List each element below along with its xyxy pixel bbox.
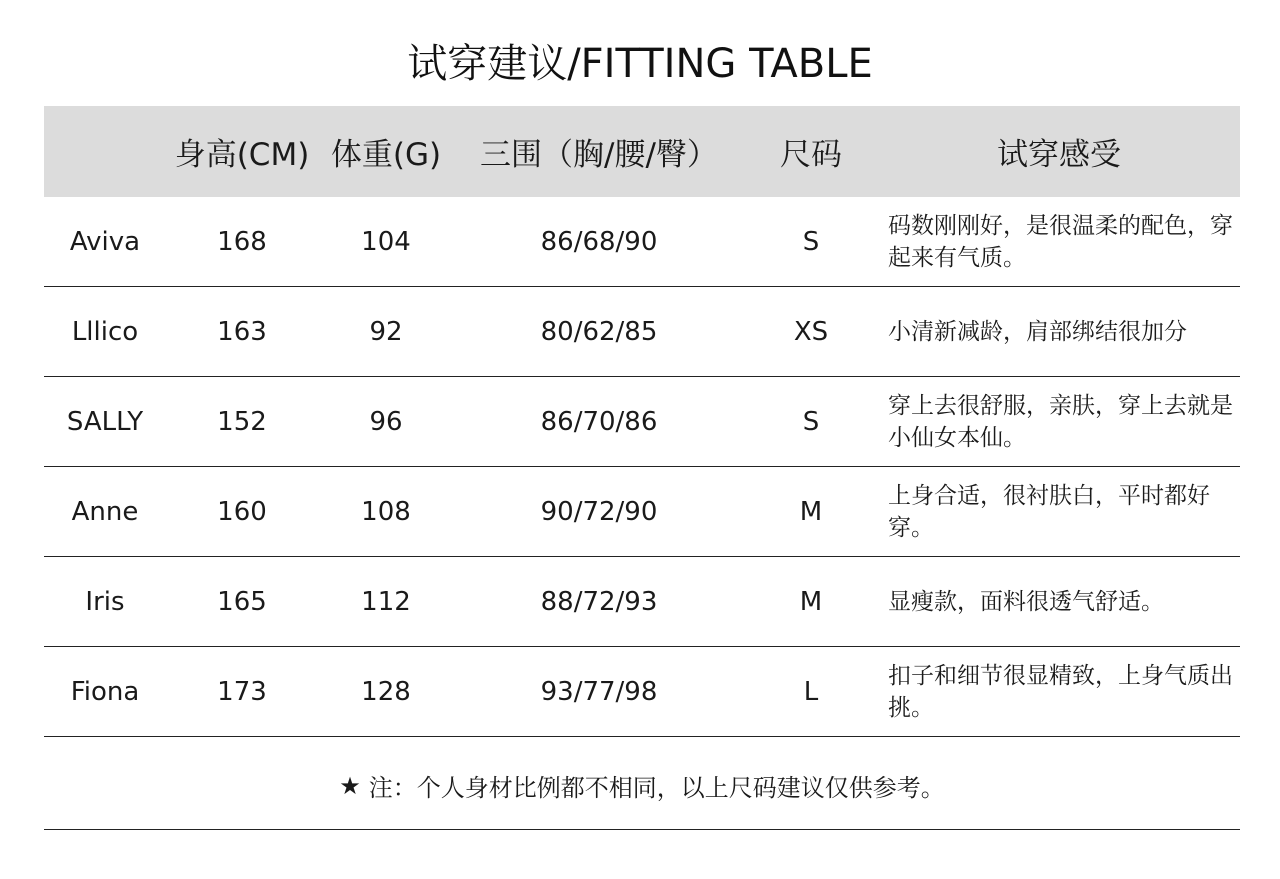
table-row xyxy=(44,287,1240,377)
cell-feel: 穿上去很舒服，亲肤，穿上去就是小仙女本仙。 xyxy=(888,392,1233,451)
table-row xyxy=(44,377,1240,467)
footer-note-text: 注：个人身材比例都不相同，以上尺码建议仅供参考。 xyxy=(368,774,945,802)
cell-weight: 104 xyxy=(361,226,411,257)
cell-size: S xyxy=(802,406,820,437)
cell-feel: 显瘦款，面料很透气舒适。 xyxy=(888,588,1164,615)
cell-height: 173 xyxy=(217,676,267,707)
cell-feel: 上身合适，很衬肤白，平时都好穿。 xyxy=(888,482,1210,541)
header-height: 身高(CM) xyxy=(174,137,310,173)
fitting-table xyxy=(44,106,1240,737)
cell-size: M xyxy=(799,496,823,527)
cell-height: 165 xyxy=(217,586,267,617)
cell-weight: 112 xyxy=(361,586,411,617)
cell-measurements: 90/72/90 xyxy=(540,496,658,527)
cell-weight: 128 xyxy=(361,676,411,707)
cell-height: 163 xyxy=(217,316,267,347)
cell-name: Iris xyxy=(85,586,125,617)
cell-name: Aviva xyxy=(69,226,141,257)
cell-feel: 小清新减龄，肩部绑结很加分 xyxy=(888,318,1187,345)
cell-height: 168 xyxy=(217,226,267,257)
footer-note xyxy=(44,742,1240,830)
header-size: 尺码 xyxy=(780,137,842,173)
cell-measurements: 86/68/90 xyxy=(540,226,658,257)
cell-height: 152 xyxy=(217,406,267,437)
cell-size: S xyxy=(802,226,820,257)
cell-feel: 扣子和细节很显精致，上身气质出挑。 xyxy=(888,662,1233,721)
table-row xyxy=(44,467,1240,557)
table-row xyxy=(44,557,1240,647)
cell-name: SALLY xyxy=(66,406,144,437)
cell-feel: 码数刚刚好，是很温柔的配色，穿起来有气质。 xyxy=(888,212,1233,271)
table-row xyxy=(44,197,1240,287)
cell-measurements: 88/72/93 xyxy=(540,586,658,617)
cell-weight: 92 xyxy=(369,316,403,347)
cell-size: XS xyxy=(793,316,829,347)
cell-size: M xyxy=(799,586,823,617)
cell-name: Lllico xyxy=(71,316,139,347)
table-row xyxy=(44,647,1240,737)
cell-measurements: 80/62/85 xyxy=(540,316,658,347)
cell-measurements: 93/77/98 xyxy=(540,676,658,707)
page-title: 试穿建议/FITTING TABLE xyxy=(407,41,873,87)
cell-name: Anne xyxy=(71,496,139,527)
cell-measurements: 86/70/86 xyxy=(540,406,658,437)
cell-height: 160 xyxy=(217,496,267,527)
table-header-row xyxy=(44,106,1240,197)
cell-name: Fiona xyxy=(70,676,140,707)
header-weight: 体重(G) xyxy=(330,137,442,173)
header-feel: 试穿感受 xyxy=(997,137,1121,173)
cell-weight: 108 xyxy=(361,496,411,527)
header-measurements: 三围（胸/腰/臀） xyxy=(480,137,718,173)
header-name xyxy=(44,106,166,197)
star-icon: ★ xyxy=(339,771,361,800)
cell-weight: 96 xyxy=(369,406,403,437)
cell-size: L xyxy=(803,676,819,707)
